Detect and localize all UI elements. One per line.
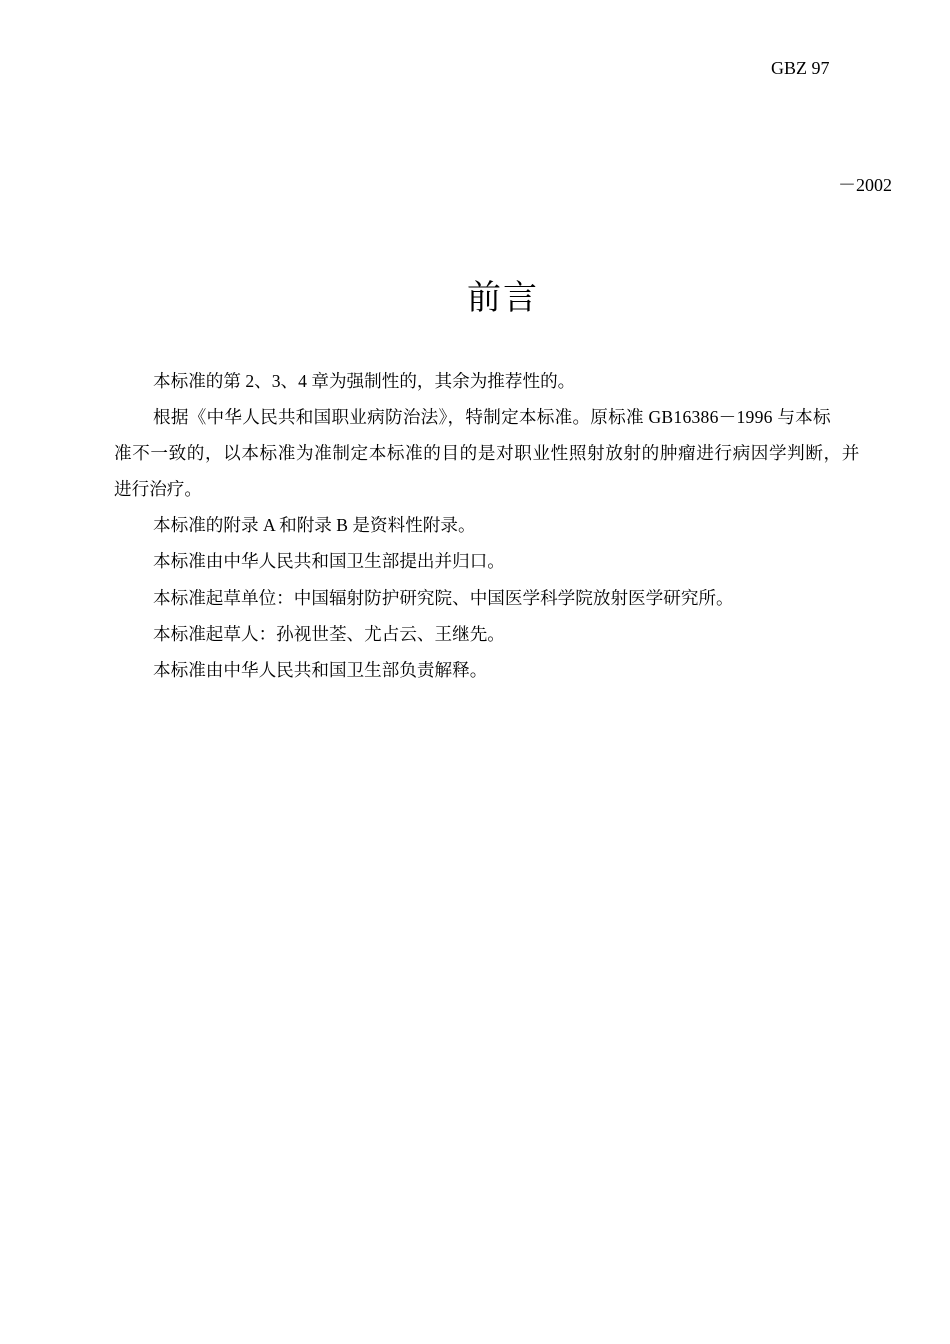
paragraph-drafting-units: 本标准起草单位：中国辐射防护研究院、中国医学科学院放射医学研究所。 — [153, 588, 734, 608]
paragraph-drafters: 本标准起草人：孙视世荃、尤占云、王继先。 — [153, 624, 505, 644]
paragraph-proposer: 本标准由中华人民共和国卫生部提出并归口。 — [153, 551, 505, 571]
paragraph-basis-line: 准不一致的，以本标准为准制定本标准的目的是对职业性照射放射的肿瘤进行病因学判断，并 — [114, 443, 860, 463]
paragraph-interpretation: 本标准由中华人民共和国卫生部负责解释。 — [153, 660, 488, 680]
standard-code: GBZ 97 — [771, 58, 830, 78]
paragraph-mandatory-chapters: 本标准的第 2、3、4 章为强制性的，其余为推荐性的。 — [153, 371, 576, 391]
paragraph-basis-line: 根据《中华人民共和国职业病防治法》，特制定本标准。原标准 GB16386－1996 与本标 — [153, 407, 831, 427]
page-title: 前言 — [467, 280, 539, 317]
paragraph-appendix: 本标准的附录 A 和附录 B 是资料性附录。 — [153, 515, 476, 535]
paragraph-basis-line: 进行治疗。 — [114, 479, 202, 499]
standard-year: －2002 — [838, 175, 892, 195]
